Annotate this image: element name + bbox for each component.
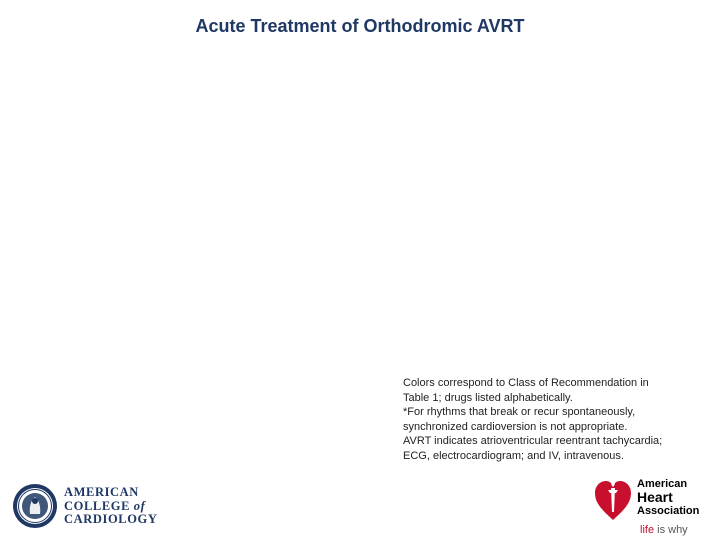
aha-logo — [592, 474, 712, 538]
slide-title: Acute Treatment of Orthodromic AVRT — [195, 16, 525, 36]
aha-tag-rest: is why — [657, 524, 688, 536]
aha-tag-life: life — [640, 524, 655, 536]
footnote-line: Table 1; drugs listed alphabetically. — [403, 391, 573, 404]
heart-torch-icon — [592, 474, 634, 524]
acc-line2: COLLEGE — [64, 498, 131, 513]
footnote-line: synchronized cardioversion is not appropriate. — [403, 420, 628, 433]
acc-line1: AMERICAN — [64, 485, 139, 499]
footnote-line: Colors correspond to Class of Recommendation in — [403, 377, 649, 389]
acc-seal-icon — [12, 483, 58, 529]
footnote-line: *For rhythms that break or recur spontaneously, — [403, 406, 636, 418]
footnote-line: ECG, electrocardiogram; and IV, intravenous. — [403, 449, 624, 462]
footnote — [403, 376, 703, 463]
aha-line1: American — [637, 478, 688, 490]
acc-line3: CARDIOLOGY — [64, 512, 158, 526]
aha-line2: Heart — [637, 489, 673, 505]
aha-line3: Association — [637, 505, 700, 517]
footnote-line: AVRT indicates atrioventricular reentrant tachycardia; — [403, 435, 663, 447]
acc-logo — [12, 483, 172, 531]
acc-of: of — [133, 498, 146, 513]
